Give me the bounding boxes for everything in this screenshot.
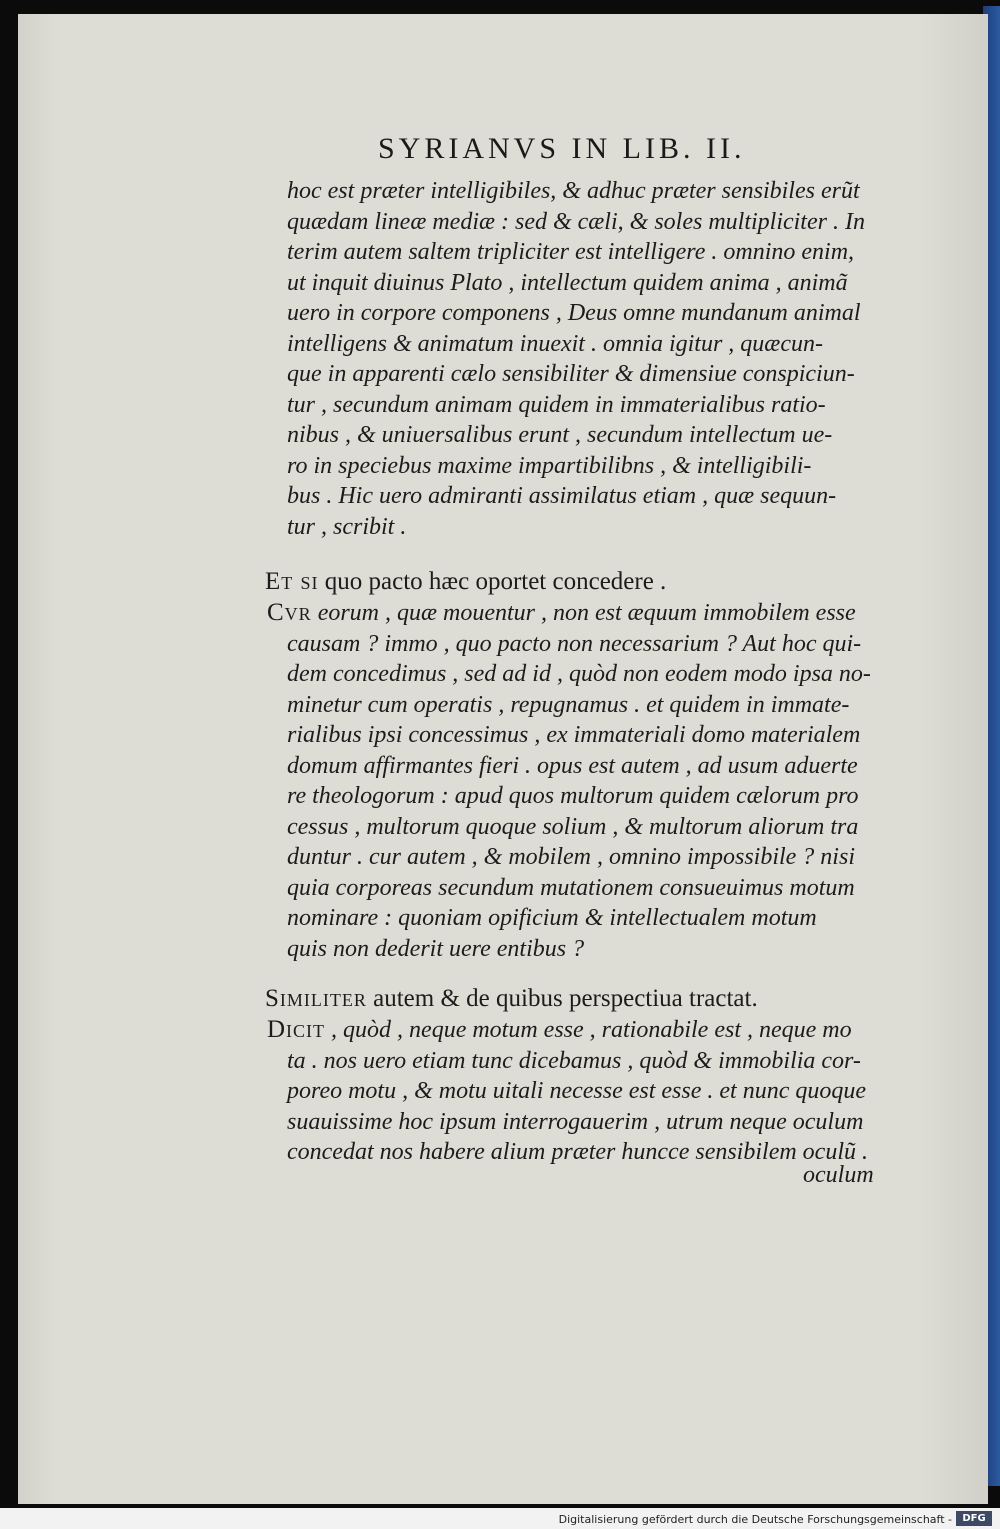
section-2-heading [265, 568, 666, 596]
text-line: quædam lineæ mediæ : sed & cæli, & soles multipliciter . In [287, 208, 865, 235]
text-line: poreo motu , & motu uitali necesse est esse . et nunc quoque [287, 1078, 866, 1104]
text-line: domum affirmantes fieri . opus est autem , ad usum aduerte [287, 752, 858, 779]
text-line: re theologorum : apud quos multorum quidem cælorum pro [287, 783, 859, 809]
heading-lead: Et si [265, 568, 319, 595]
section-3-heading [265, 985, 758, 1013]
running-header: SYRIANVS IN LIB. II. [378, 132, 746, 165]
catchword: oculum [803, 1162, 874, 1188]
section-2-body [267, 598, 871, 964]
text-line: duntur . cur autem , & mobilem , omnino impossibile ? nisi [287, 844, 855, 870]
footer-credit: Digitalisierung gefördert durch die Deutsche Forschungsgemeinschaft - [558, 1513, 952, 1526]
text-line: ut inquit diuinus Plato , intellectum quidem anima , animã [287, 269, 848, 296]
heading-text: quo pacto hæc oportet concedere . [318, 568, 667, 595]
text-line: hoc est præter intelligibiles, & adhuc præter sensibiles erũt [287, 178, 860, 204]
paragraph-1 [287, 176, 865, 542]
text-line: que in apparenti cælo sensibiliter & dimensiue conspiciun- [287, 361, 855, 387]
text-line: ta . nos uero etiam tunc dicebamus , quòd & immobilia cor- [287, 1047, 861, 1074]
text-line: intelligens & animatum inuexit . omnia igitur , quæcun- [287, 330, 823, 357]
text-line: uero in corpore componens , Deus omne mundanum animal [287, 300, 861, 326]
heading-lead: Similiter [265, 985, 367, 1012]
text-line: suauissime hoc ipsum interrogauerim , utrum neque oculum [287, 1108, 864, 1135]
text-line: tur , scribit . [287, 513, 407, 540]
text-line: nibus , & uniuersalibus erunt , secundum intellectum ue- [287, 422, 833, 448]
body-lead: Cvr [267, 599, 312, 626]
dfg-logo[interactable]: DFG [956, 1511, 992, 1526]
text-line: quis non dederit uere entibus ? [287, 935, 585, 962]
text-line: Cvr eorum , quæ mouentur , non est æquum immobilem esse [267, 599, 856, 626]
text-line: causam ? immo , quo pacto non necessarium ? Aut hoc qui- [287, 630, 862, 657]
section-3-body [267, 1015, 868, 1168]
heading-text: autem & de quibus perspectiua tractat. [366, 985, 758, 1012]
text-line: cessus , multorum quoque solium , & multorum aliorum tra [287, 813, 859, 840]
text-line: nominare : quoniam opificium & intellectualem motum [287, 905, 817, 931]
text-line: Dicit , quòd , neque motum esse , rationabile est , neque mo [267, 1016, 852, 1043]
body-lead: Dicit [267, 1016, 326, 1043]
text-line: rialibus ipsi concessimus , ex immateriali domo materialem [287, 722, 861, 748]
text-line: quia corporeas secundum mutationem consueuimus motum [287, 874, 855, 901]
text-line: dem concedimus , sed ad id , quòd non eodem modo ipsa no- [287, 661, 871, 687]
text-line: concedat nos habere alium præter huncce sensibilem oculũ . [287, 1139, 868, 1165]
text-line: ro in speciebus maxime impartibilibns , & intelligibili- [287, 452, 812, 479]
text-line: tur , secundum animam quidem in immaterialibus ratio- [287, 391, 826, 418]
text-line: terim autem saltem tripliciter est intelligere . omnino enim, [287, 239, 855, 265]
text-line: minetur cum operatis , repugnamus . et quidem in immate- [287, 691, 850, 718]
text-line: bus . Hic uero admiranti assimilatus etiam , quæ sequun- [287, 483, 837, 509]
